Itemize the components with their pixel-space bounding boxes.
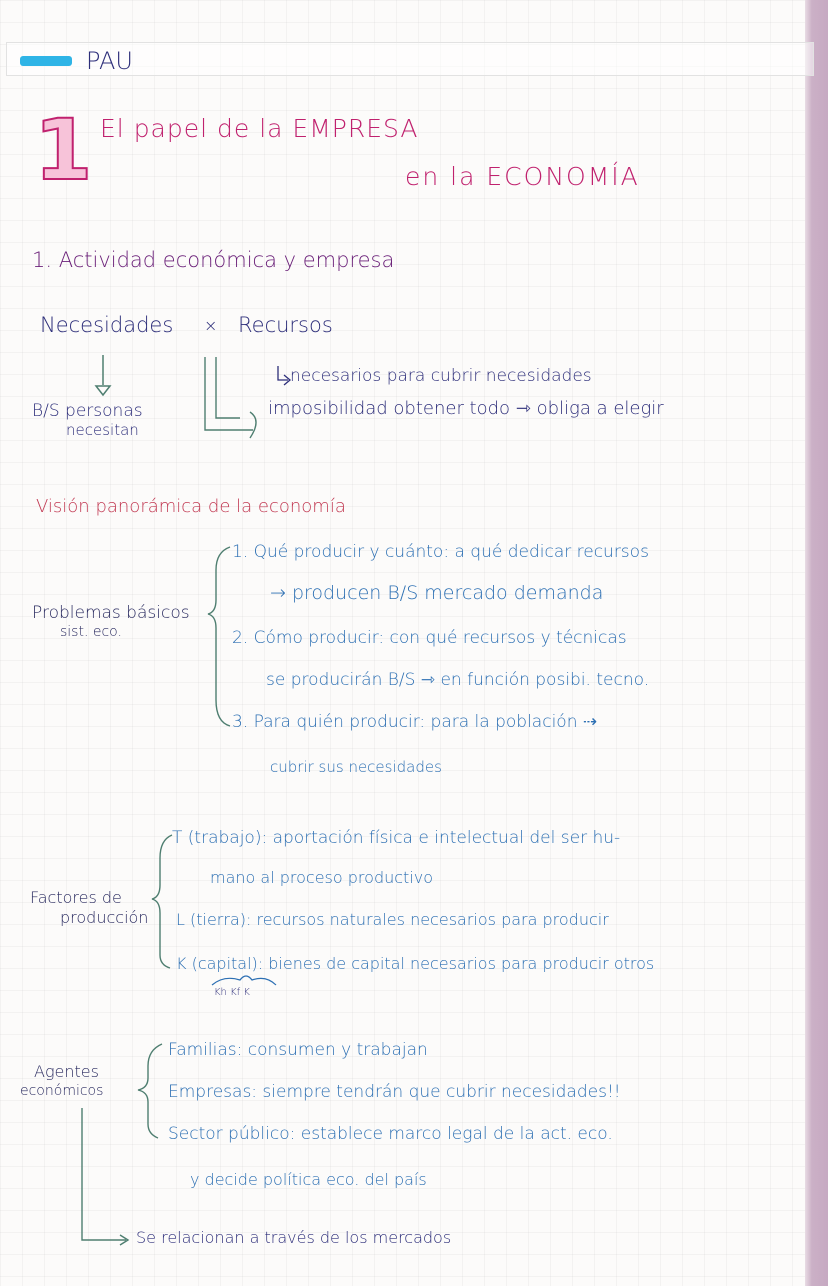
agente-sector-publico-2: y decide política eco. del país (190, 1170, 427, 1189)
highlighter-mark (20, 56, 72, 66)
section-heading: 1. Actividad económica y empresa (32, 248, 395, 272)
factor-t-line-1: T (trabajo): aportación física e intelectual del ser hu- (172, 828, 621, 848)
necesidades-label: Necesidades (40, 313, 174, 337)
imposibilidad-text: imposibilidad obtener todo ⇾ obliga a elegir (268, 398, 664, 419)
recursos-note: necesarios para cubrir necesidades (290, 366, 592, 386)
title-line-1: El papel de la EMPRESA (100, 114, 419, 143)
problema-2-line-2: se producirán B/S ⇾ en función posibi. tecno. (266, 670, 650, 690)
page-edge (805, 0, 828, 1286)
agente-empresas: Empresas: siempre tendrán que cubrir necesidades!! (168, 1082, 621, 1102)
agentes-label-1: Agentes (34, 1062, 99, 1081)
problemas-label-2: sist. eco. (60, 624, 122, 640)
vision-heading: Visión panorámica de la economía (36, 496, 346, 517)
factor-t-line-2: mano al proceso productivo (210, 868, 434, 887)
problema-1-line-1: 1. Qué producir y cuánto: a qué dedicar recursos (232, 542, 649, 562)
problema-3-line-1: 3. Para quién producir: para la población ⇢ (232, 712, 598, 732)
factor-k-line: K (capital): bienes de capital necesarios para producir otros (176, 954, 655, 973)
title-line-2: en la ECONOMÍA (405, 162, 640, 191)
problema-1-line-2: → producen B/S mercado demanda (270, 582, 604, 604)
factores-label-2: producción (60, 908, 149, 927)
bs-line-1: B/S personas (32, 401, 143, 421)
agente-sector-publico-1: Sector público: establece marco legal de la act. eco. (168, 1124, 613, 1144)
times-symbol: × (204, 316, 218, 335)
header-tag: PAU (86, 47, 133, 75)
factores-label-1: Factores de (30, 888, 122, 907)
problemas-label-1: Problemas básicos (32, 603, 190, 623)
problema-2-line-1: 2. Cómo producir: con qué recursos y técnicas (232, 628, 627, 648)
agentes-label-2: económicos (20, 1083, 104, 1099)
problema-3-line-2: cubrir sus necesidades (270, 758, 442, 776)
chapter-number: 1 (34, 101, 93, 199)
capital-types: Kh Kf K (214, 987, 250, 998)
recursos-label: Recursos (238, 313, 333, 337)
agente-familias: Familias: consumen y trabajan (168, 1040, 428, 1060)
bs-line-2: necesitan (66, 421, 139, 439)
factor-l-line: L (tierra): recursos naturales necesarios para producir (176, 910, 609, 929)
agentes-conclusion: Se relacionan a través de los mercados (136, 1228, 452, 1247)
